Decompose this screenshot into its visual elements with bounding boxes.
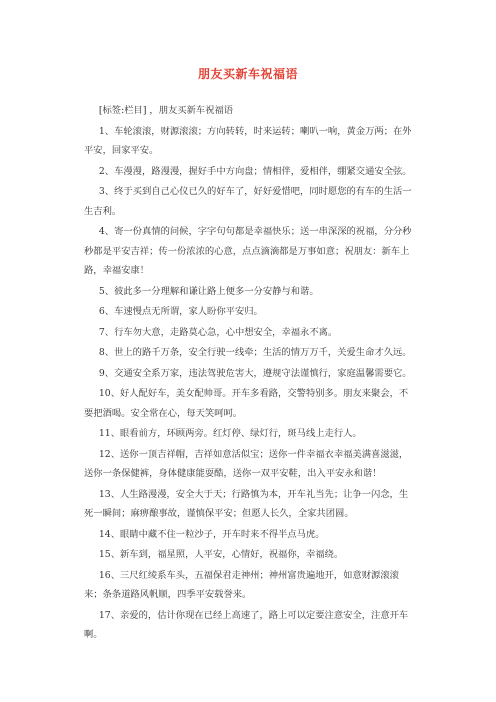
paragraph: 17、亲爱的，估计你现在已经上高速了，路上可以定要注意安全，注意开车啊。 bbox=[84, 609, 409, 640]
paragraph: 2、车漫漫，路漫漫，握好手中方向盘；情相伴，爱相伴，绷紧交通安全弦。 bbox=[98, 165, 412, 177]
paragraph: 4、寄一份真情的问候，字字句句都是幸福快乐；送一串深深的祝福，分分秒秒都是平安吉祥；传一份浓浓的心意，点点滴滴都是万事如意；祝朋友：新车上路，幸福安康！ bbox=[84, 226, 412, 276]
paragraph: 5、彼此多一分理解和谦让路上便多一分安静与和谐。 bbox=[98, 285, 319, 297]
paragraph: 11、眼看前方，环顾两旁。红灯停、绿灯行，斑马线上走行人。 bbox=[98, 428, 362, 439]
paragraph: 12、送你一顶吉祥帽，吉祥如意活似宝；送你一件幸福衣幸福美满喜滋滋，送你一条保健裤，身体健康能耍酷，送你一双平安鞋，出入平安永和谐！ bbox=[84, 448, 409, 479]
paragraph: 16、三尺红绫系车头，五福保君走神州；神州富贵遍地开，如意财源滚滚来；条条道路风帆顺，四季平安载誉来。 bbox=[84, 569, 399, 600]
document-title: 朋友买新车祝福语 bbox=[197, 67, 298, 81]
paragraph: 6、车速慢点无所谓，家人盼你平安归。 bbox=[98, 306, 263, 317]
paragraph: 9、交通安全系万家，违法驾驶危害大，遵规守法谨慎行，家庭温馨需要它。 bbox=[98, 367, 412, 379]
paragraph: 8、世上的路千万条，安全行驶一线牵；生活的情万万千，关爱生命才久远。 bbox=[98, 347, 412, 358]
paragraph: 13、人生路漫漫，安全大于天；行路慎为本，开车礼当先；让争一闪念，生死一瞬间；麻痹酿事故，谨慎保平安；但愿人长久，全家共团圆。 bbox=[84, 488, 409, 519]
document-body bbox=[84, 101, 415, 646]
paragraph: 15、新车到，福星照，人平安，心情好，祝福你，幸福绕。 bbox=[98, 549, 344, 560]
paragraph: 1、车轮滚滚，财源滚滚；方向转转，时来运转；喇叭一响，黄金万两；在外平安，回家平安。 bbox=[84, 125, 412, 156]
intro-line: [标签:栏目] ，朋友买新车祝福语 bbox=[98, 105, 234, 116]
paragraph: 14、眼睛中藏不住一粒沙子，开车时来不得半点马虎。 bbox=[98, 528, 325, 540]
paragraph: 3、终于买到自己心仪已久的好车了，好好爱惜吧，同时愿您的有车的生活一生吉利。 bbox=[84, 186, 412, 217]
paragraph: 10、好人配好车，美女配帅哥。开车多看路，交警特别多。朋友来聚会，不要把酒喝。安全常在心，每天笑呵呵。 bbox=[84, 388, 409, 419]
paragraph: 7、行车勿大意，走路莫心急，心中想安全，幸福永不离。 bbox=[98, 326, 338, 338]
